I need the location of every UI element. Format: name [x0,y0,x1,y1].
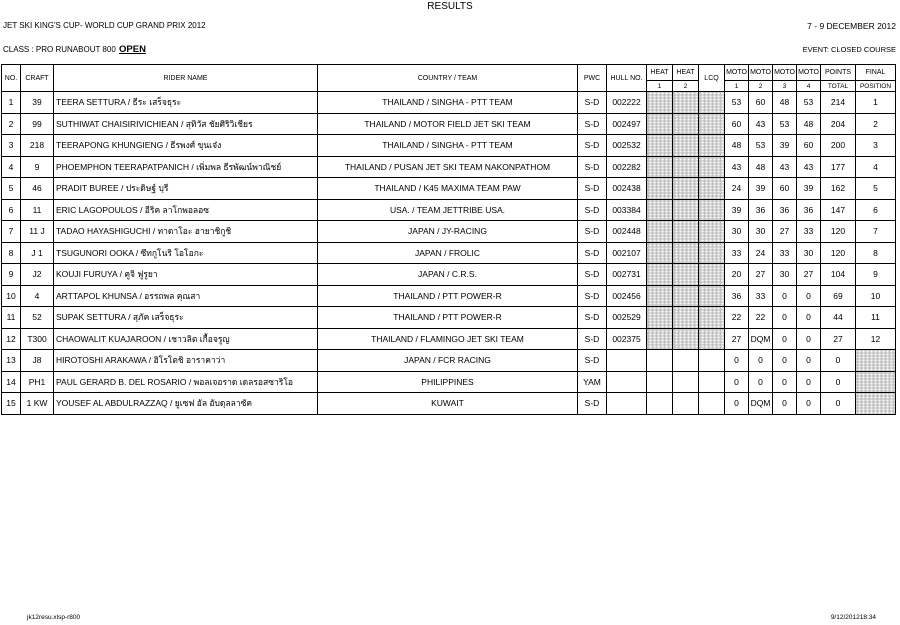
cell-moto3: 0 [773,350,797,372]
cell-position: 10 [856,285,896,307]
sub-final: POSITION [856,81,896,92]
cell-country: JAPAN / JY-RACING [318,221,578,243]
table-row [2,135,896,157]
col-moto4: MOTO [797,65,821,81]
cell-lcq [699,221,725,243]
cell-moto4: 0 [797,393,821,415]
cell-points: 177 [821,156,856,178]
cell-craft: J8 [21,350,54,372]
cell-position: 8 [856,242,896,264]
footer-timestamp: 9/12/201218:34 [830,614,876,621]
cell-pwc: S-D [578,307,607,329]
cell-moto3: 0 [773,328,797,350]
cell-points: 120 [821,221,856,243]
cell-heat2 [673,264,699,286]
cell-moto4: 36 [797,199,821,221]
cell-no: 9 [2,264,21,286]
col-lcq: LCQ [699,65,725,92]
col-craft: CRAFT [21,65,54,92]
cell-hull [607,393,647,415]
cell-moto2: 53 [749,135,773,157]
cell-craft: 218 [21,135,54,157]
cell-pwc: S-D [578,393,607,415]
cell-no: 6 [2,199,21,221]
cell-hull [607,371,647,393]
cell-hull: 002532 [607,135,647,157]
cell-pwc: S-D [578,328,607,350]
col-moto1: MOTO [725,65,749,81]
cell-craft: J 1 [21,242,54,264]
cell-craft: 4 [21,285,54,307]
cell-moto3: 27 [773,221,797,243]
cell-moto3: 0 [773,393,797,415]
cell-no: 15 [2,393,21,415]
cell-rider: HIROTOSHI ARAKAWA / ฮิโรโตชิ อาราคาว่า [54,350,318,372]
cell-pwc: S-D [578,178,607,200]
cell-moto3: 0 [773,371,797,393]
cell-moto2: 0 [749,371,773,393]
cell-points: 0 [821,371,856,393]
header-row [2,65,896,81]
cell-pwc: S-D [578,92,607,114]
cell-position: 12 [856,328,896,350]
sub-moto2: 2 [749,81,773,92]
cell-moto3: 0 [773,285,797,307]
cell-rider: ERIC LAGOPOULOS / อีริค ลาโกพอลอซ [54,199,318,221]
cell-moto1: 22 [725,307,749,329]
cell-moto2: 33 [749,285,773,307]
cell-moto2: 24 [749,242,773,264]
cell-no: 13 [2,350,21,372]
cell-moto4: 33 [797,221,821,243]
cell-pwc: S-D [578,285,607,307]
cell-moto1: 20 [725,264,749,286]
cell-rider: TADAO HAYASHIGUCHI / ทาดาโอะ ฮายาชิกูชิ [54,221,318,243]
cell-position: 11 [856,307,896,329]
cell-pwc: S-D [578,135,607,157]
cell-moto1: 39 [725,199,749,221]
table-row [2,199,896,221]
table-row [2,350,896,372]
cell-heat2 [673,221,699,243]
cell-points: 27 [821,328,856,350]
cell-craft: T300 [21,328,54,350]
cell-moto4: 0 [797,328,821,350]
cell-heat2 [673,199,699,221]
cell-heat2 [673,371,699,393]
sub-moto1: 1 [725,81,749,92]
cell-no: 2 [2,113,21,135]
cell-craft: 11 J [21,221,54,243]
cell-country: PHILIPPINES [318,371,578,393]
col-final: FINAL [856,65,896,81]
cell-no: 8 [2,242,21,264]
cell-rider: YOUSEF AL ABDULRAZZAQ / ยูเซฟ อัล อับดุลลาซัค [54,393,318,415]
cell-country: JAPAN / FCR RACING [318,350,578,372]
table-row [2,393,896,415]
cell-country: THAILAND / MOTOR FIELD JET SKI TEAM [318,113,578,135]
results-body [2,92,896,415]
cell-heat1 [647,178,673,200]
cell-moto1: 30 [725,221,749,243]
cell-rider: TEERAPONG KHUNGIENG / ธีรพงศ์ ขุนเจ๋ง [54,135,318,157]
cell-moto4: 0 [797,307,821,329]
table-row [2,92,896,114]
col-moto2: MOTO [749,65,773,81]
class-open: OPEN [119,44,146,55]
cell-moto4: 39 [797,178,821,200]
sub-heat1: 1 [647,81,673,92]
cell-heat1 [647,285,673,307]
cell-heat2 [673,135,699,157]
cell-moto2: 0 [749,350,773,372]
cell-position: 7 [856,221,896,243]
cell-moto1: 0 [725,350,749,372]
cell-no: 14 [2,371,21,393]
sub-moto3: 3 [773,81,797,92]
cell-hull [607,350,647,372]
cell-lcq [699,393,725,415]
cell-heat2 [673,178,699,200]
cell-craft: PH1 [21,371,54,393]
cell-country: THAILAND / PUSAN JET SKI TEAM NAKONPATHOM [318,156,578,178]
table-row [2,113,896,135]
cell-moto3: 60 [773,178,797,200]
table-row [2,221,896,243]
cell-moto1: 33 [725,242,749,264]
cell-heat2 [673,92,699,114]
cell-country: KUWAIT [318,393,578,415]
table-row [2,242,896,264]
cell-moto2: 43 [749,113,773,135]
cell-pwc: S-D [578,242,607,264]
cell-country: JAPAN / C.R.S. [318,264,578,286]
cell-moto4: 0 [797,350,821,372]
cell-position [856,350,896,372]
col-heat1: HEAT [647,65,673,81]
cell-points: 204 [821,113,856,135]
cell-position: 4 [856,156,896,178]
cell-craft: 11 [21,199,54,221]
cell-lcq [699,113,725,135]
cell-country: THAILAND / K45 MAXIMA TEAM PAW [318,178,578,200]
cell-moto1: 0 [725,393,749,415]
cell-moto4: 48 [797,113,821,135]
cell-position: 3 [856,135,896,157]
event-name: JET SKI KING'S CUP- WORLD CUP GRAND PRIX 2012 [3,21,206,30]
col-country: COUNTRY / TEAM [318,65,578,92]
col-pwc: PWC [578,65,607,92]
cell-moto4: 0 [797,371,821,393]
cell-position: 2 [856,113,896,135]
col-points: POINTS [821,65,856,81]
page-title: RESULTS [427,1,473,12]
cell-country: THAILAND / SINGHA - PTT TEAM [318,135,578,157]
cell-craft: 46 [21,178,54,200]
table-row [2,328,896,350]
cell-moto3: 0 [773,307,797,329]
cell-heat1 [647,156,673,178]
cell-moto2: 27 [749,264,773,286]
cell-lcq [699,242,725,264]
cell-moto2: 30 [749,221,773,243]
cell-craft: 1 KW [21,393,54,415]
cell-pwc: S-D [578,199,607,221]
cell-position: 9 [856,264,896,286]
cell-heat2 [673,307,699,329]
cell-moto4: 0 [797,285,821,307]
cell-no: 5 [2,178,21,200]
cell-country: THAILAND / PTT POWER-R [318,285,578,307]
cell-heat2 [673,156,699,178]
cell-country: USA. / TEAM JETTRIBE USA. [318,199,578,221]
cell-pwc: S-D [578,156,607,178]
cell-moto3: 33 [773,242,797,264]
cell-no: 12 [2,328,21,350]
cell-moto4: 53 [797,92,821,114]
cell-moto2: 60 [749,92,773,114]
cell-moto1: 48 [725,135,749,157]
cell-country: THAILAND / PTT POWER-R [318,307,578,329]
cell-moto2: 36 [749,199,773,221]
cell-lcq [699,135,725,157]
col-hull: HULL NO. [607,65,647,92]
cell-position: 6 [856,199,896,221]
cell-heat2 [673,393,699,415]
cell-heat1 [647,371,673,393]
cell-points: 104 [821,264,856,286]
cell-no: 11 [2,307,21,329]
cell-moto4: 30 [797,242,821,264]
cell-country: THAILAND / SINGHA - PTT TEAM [318,92,578,114]
table-row [2,371,896,393]
cell-lcq [699,350,725,372]
cell-pwc: S-D [578,264,607,286]
cell-heat1 [647,328,673,350]
cell-moto3: 36 [773,199,797,221]
cell-moto2: 22 [749,307,773,329]
cell-lcq [699,264,725,286]
cell-position: 5 [856,178,896,200]
cell-lcq [699,178,725,200]
cell-rider: PRADIT BUREE / ประดิษฐ์ บุรี [54,178,318,200]
footer-filename: jk12resu.xlsp-r800 [27,614,81,621]
cell-hull: 002282 [607,156,647,178]
cell-craft: 39 [21,92,54,114]
cell-lcq [699,92,725,114]
cell-lcq [699,199,725,221]
cell-rider: PHOEMPHON TEERAPATPANICH / เพิ่มพล ธีรพัฒน์พาณิชย์ [54,156,318,178]
cell-points: 69 [821,285,856,307]
cell-country: JAPAN / FROLIC [318,242,578,264]
cell-pwc: S-D [578,221,607,243]
cell-moto1: 43 [725,156,749,178]
cell-craft: 52 [21,307,54,329]
cell-points: 120 [821,242,856,264]
cell-moto3: 39 [773,135,797,157]
cell-moto4: 60 [797,135,821,157]
cell-hull: 002438 [607,178,647,200]
cell-hull: 002448 [607,221,647,243]
cell-moto1: 24 [725,178,749,200]
cell-points: 44 [821,307,856,329]
cell-hull: 002375 [607,328,647,350]
cell-rider: TSUGUNORI OOKA / ซึทกูโนริ โอโอกะ [54,242,318,264]
cell-rider: SUPAK SETTURA / สุภัค เสร็จธุระ [54,307,318,329]
event-type: EVENT: CLOSED COURSE [802,45,896,54]
sub-points: TOTAL [821,81,856,92]
cell-heat1 [647,113,673,135]
cell-heat1 [647,393,673,415]
cell-lcq [699,285,725,307]
class-name: CLASS : PRO RUNABOUT 800 [3,45,116,54]
cell-rider: TEERA SETTURA / ธีระ เสร็จธุระ [54,92,318,114]
cell-moto3: 53 [773,113,797,135]
cell-position [856,393,896,415]
class-label [3,44,146,55]
cell-moto3: 48 [773,92,797,114]
cell-craft: J2 [21,264,54,286]
cell-hull: 002107 [607,242,647,264]
sub-heat2: 2 [673,81,699,92]
cell-moto4: 27 [797,264,821,286]
cell-position: 1 [856,92,896,114]
cell-pwc: S-D [578,113,607,135]
cell-moto2: 48 [749,156,773,178]
cell-moto3: 43 [773,156,797,178]
cell-points: 200 [821,135,856,157]
cell-hull: 002731 [607,264,647,286]
cell-moto3: 30 [773,264,797,286]
cell-rider: KOUJI FURUYA / คูจิ ฟูรูยา [54,264,318,286]
table-row [2,264,896,286]
cell-pwc: S-D [578,350,607,372]
cell-heat2 [673,285,699,307]
cell-hull: 002529 [607,307,647,329]
cell-points: 147 [821,199,856,221]
cell-lcq [699,371,725,393]
cell-lcq [699,307,725,329]
cell-hull: 002497 [607,113,647,135]
cell-lcq [699,156,725,178]
cell-heat1 [647,264,673,286]
cell-heat2 [673,350,699,372]
cell-moto1: 36 [725,285,749,307]
cell-moto1: 60 [725,113,749,135]
cell-heat1 [647,307,673,329]
cell-lcq [699,328,725,350]
cell-moto2: 39 [749,178,773,200]
table-row [2,285,896,307]
cell-heat1 [647,221,673,243]
cell-moto2: DQM [749,393,773,415]
cell-craft: 99 [21,113,54,135]
table-row [2,156,896,178]
cell-pwc: YAM [578,371,607,393]
cell-points: 0 [821,350,856,372]
table-row [2,178,896,200]
results-table [1,64,896,415]
cell-heat1 [647,350,673,372]
col-heat2: HEAT [673,65,699,81]
cell-country: THAILAND / FLAMINGO JET SKI TEAM [318,328,578,350]
cell-moto1: 27 [725,328,749,350]
cell-moto4: 43 [797,156,821,178]
event-date: 7 - 9 DECEMBER 2012 [807,21,896,31]
cell-hull: 003384 [607,199,647,221]
cell-heat1 [647,242,673,264]
cell-no: 7 [2,221,21,243]
cell-points: 214 [821,92,856,114]
cell-heat1 [647,135,673,157]
cell-no: 4 [2,156,21,178]
cell-heat2 [673,242,699,264]
cell-no: 10 [2,285,21,307]
cell-no: 3 [2,135,21,157]
col-no: NO. [2,65,21,92]
cell-heat1 [647,199,673,221]
cell-rider: PAUL GERARD B. DEL ROSARIO / พอลเจอราด เดลรอสซาริโอ [54,371,318,393]
table-row [2,307,896,329]
cell-hull: 002222 [607,92,647,114]
cell-heat1 [647,92,673,114]
sub-moto4: 4 [797,81,821,92]
cell-moto2: DQM [749,328,773,350]
cell-heat2 [673,328,699,350]
cell-no: 1 [2,92,21,114]
col-moto3: MOTO [773,65,797,81]
cell-moto1: 53 [725,92,749,114]
cell-rider: ARTTAPOL KHUNSA / อรรถพล คุณสา [54,285,318,307]
cell-rider: SUTHIWAT CHAISIRIVICHIEAN / สุทิวัส ชัยศิริวิเชียร [54,113,318,135]
cell-moto1: 0 [725,371,749,393]
cell-position [856,371,896,393]
cell-hull: 002456 [607,285,647,307]
col-rider: RIDER NAME [54,65,318,92]
cell-heat2 [673,113,699,135]
cell-points: 0 [821,393,856,415]
cell-points: 162 [821,178,856,200]
cell-craft: 9 [21,156,54,178]
cell-rider: CHAOWALIT KUAJAROON / เชาวลิต เกื้อจรูญ [54,328,318,350]
